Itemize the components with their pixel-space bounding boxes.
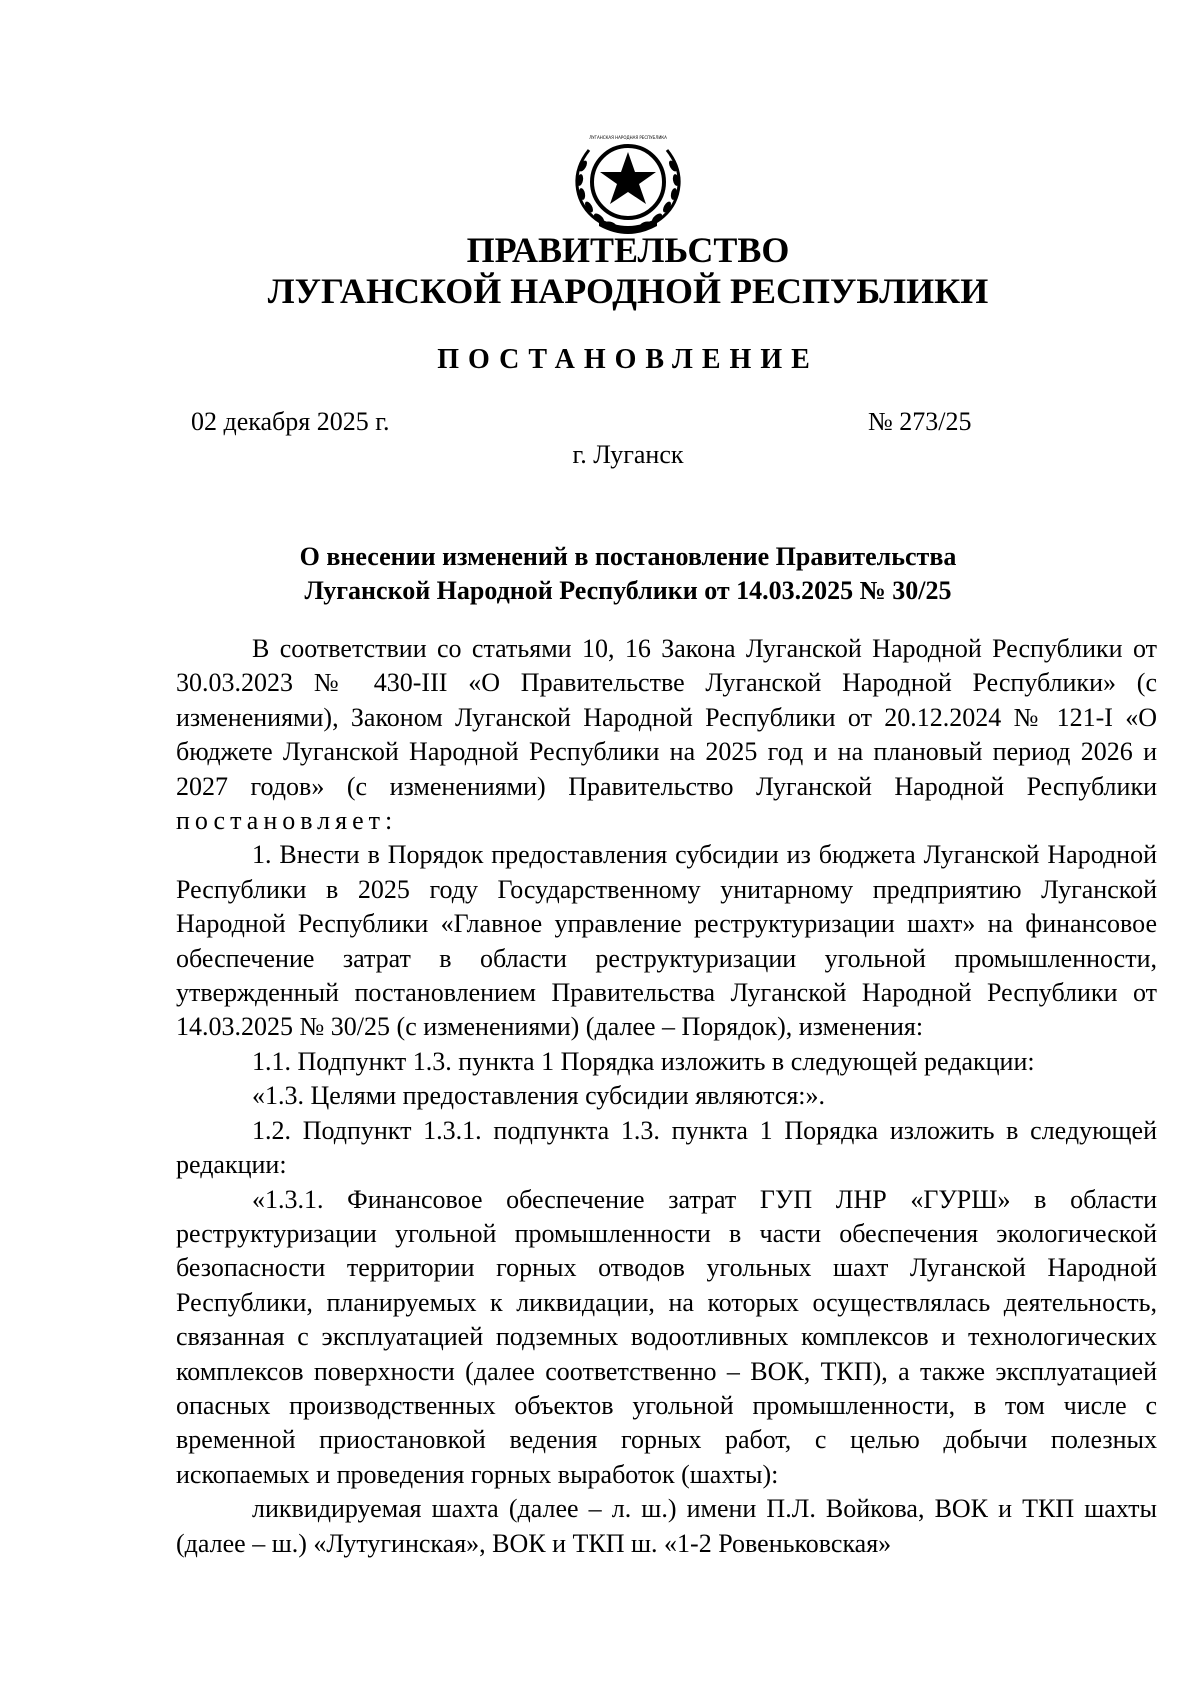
subject-line2: Луганской Народной Республики от 14.03.2025 № 30/25 <box>304 576 952 605</box>
subject-line1: О внесении изменений в постановление Правительства <box>299 542 957 571</box>
clause-1: 1. Внести в Порядок предоставления субсидии из бюджета Луганской Народной Республики в 2025 году Государственному унитарному предприятию Луганской Народной Республики «Главное управление реструктуризации шахт» на финансовое обеспечение затрат в области реструктуризации угольной промышленности, утвержденный постановлением Правительства Луганской Народной Республики от 14.03.2025 № 30/25 (с изменениями) (далее – Порядок), изменения: <box>176 840 1157 1042</box>
clause-1-2: 1.2. Подпункт 1.3.1. подпункта 1.3. пункта 1 Порядка изложить в следующей редакции: <box>176 1115 1157 1180</box>
government-title-line1: ПРАВИТЕЛЬСТВО <box>466 230 790 270</box>
preamble-paragraph <box>176 632 1157 838</box>
document-date: 02 декабря 2025 г. <box>191 407 390 436</box>
mines-list-paragraph: ликвидируемая шахта (далее – л. ш.) имени П.Л. Войкова, ВОК и ТКП шахты (далее – ш.) «Лутугинская», ВОК и ТКП ш. «1-2 Ровеньковская» <box>176 1494 1157 1558</box>
document-body <box>176 632 1157 1561</box>
lnr-coat-of-arms-icon <box>569 130 687 240</box>
preamble-text: В соответствии со статьями 10, 16 Закона Луганской Народной Республики от 30.03.2023 № 430-III «О Правительстве Луганской Народной Республики» (с изменениями), Законом Луганской Народной Республики от 20.12.2024 № 121-I «О бюджете Луганской Народной Республики на 2025 год и на плановый период 2026 и 2027 годов» (с изменениями) Правительство Луганской Народной Республики <box>176 634 1157 801</box>
svg-text:ЛУГАНСКАЯ НАРОДНАЯ РЕСПУБЛИКА: ЛУГАНСКАЯ НАРОДНАЯ РЕСПУБЛИКА <box>589 135 667 140</box>
clause-1-1: 1.1. Подпункт 1.3. пункта 1 Порядка изложить в следующей редакции: <box>252 1046 1035 1076</box>
clause-1-3-1: «1.3.1. Финансовое обеспечение затрат ГУП ЛНР «ГУРШ» в области реструктуризации угольной промышленности в части обеспечения экологической безопасности территории горных отводов угольных шахт Луганской Народной Республики, планируемых к ликвидации, на которых осуществлялась деятельность, связанная с эксплуатацией подземных водоотливных комплексов и технологических комплексов поверхности (далее соответственно – ВОК, ТКП), а также эксплуатацией опасных производственных объектов угольной промышленности, в том числе с временной приостановкой ведения горных работ, с целью добычи полезных ископаемых и проведения горных выработок (шахты): <box>176 1184 1157 1489</box>
document-city: г. Луганск <box>572 440 684 469</box>
document-number: № 273/25 <box>868 407 972 436</box>
government-title-line2: ЛУГАНСКОЙ НАРОДНОЙ РЕСПУБЛИКИ <box>267 271 989 311</box>
document-type: ПОСТАНОВЛЕНИЕ <box>437 344 819 375</box>
resolves-verb: постановляет: <box>176 806 398 836</box>
clause-1-1-text: «1.3. Целями предоставления субсидии являются:». <box>252 1081 826 1111</box>
